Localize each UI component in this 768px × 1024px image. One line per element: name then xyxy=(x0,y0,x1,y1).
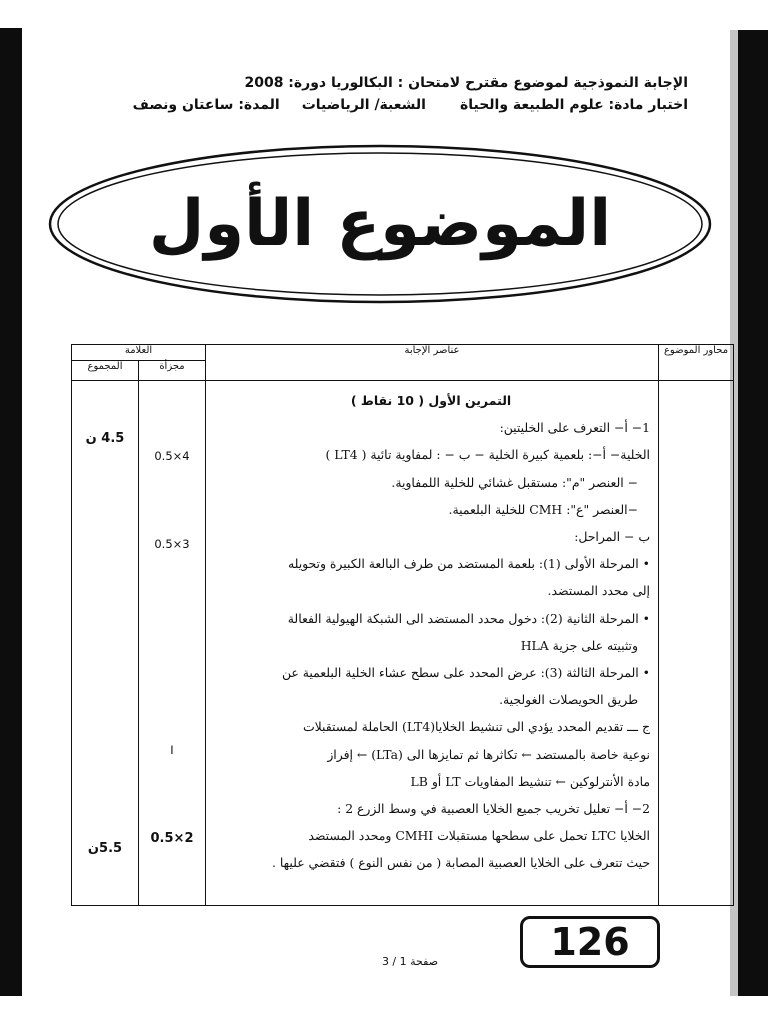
topic-title: الموضوع الأول xyxy=(148,187,612,261)
total-marks-cell xyxy=(72,381,139,906)
answer-line: • المرحلة الثانية (2): دخول محدد المستضد الى الشبكة الهيولية الفعالة xyxy=(287,610,650,626)
partial-mark: I xyxy=(170,743,174,757)
header-total: المجموع xyxy=(72,361,139,381)
partial-mark: 4×0.5 xyxy=(154,449,190,463)
answer-line: − العنصر "م": مستقبل غشائي للخلية اللمفاوية. xyxy=(391,474,638,490)
exam-header-line2 xyxy=(88,94,688,116)
answer-line: 2− أ− تعليل تخريب جميع الخلايا العصبية في وسط الزرع 2 : xyxy=(337,801,650,817)
answer-line: مادة الأنترلوكين ← تنشيط المفاويات LT أو LB xyxy=(410,773,650,789)
exam-header-line1: الإجابة النموذجية لموضوع مقترح لامتحان : البكالوريا دورة: 2008 xyxy=(244,75,688,91)
answer-line: الخلية− أ−: بلعمية كبيرة الخلية − ب − : لمفاوية تائية ( LT4 ) xyxy=(325,447,650,463)
answer-elements-cell xyxy=(206,381,659,906)
header-elements: عناصر الإجابة xyxy=(206,345,659,381)
partial-marks-cell xyxy=(139,381,206,906)
exam-header xyxy=(88,72,688,116)
title-banner xyxy=(45,142,715,306)
page-number-box: 126 xyxy=(520,916,660,968)
partial-mark: 2×0.5 xyxy=(150,831,194,846)
page-label: صفحة 1 / 3 xyxy=(381,955,439,968)
answer-line: ج ـــ تقديم المحدد يؤدي الى تنشيط الخلايا(LT4) الحاملة لمستقبلات xyxy=(302,719,650,735)
total-mark: 5.5ن xyxy=(87,841,123,856)
answer-line: • المرحلة الأولى (1): بلعمة المستضد من طرف البالعة الكبيرة وتحويله xyxy=(287,556,650,572)
answer-line: إلى محدد المستضد. xyxy=(547,583,650,599)
header-grade: العلامة xyxy=(72,345,206,361)
exam-duration: المدة: ساعتان ونصف xyxy=(132,97,280,113)
answer-line: طريق الحويصلات الغولجية. xyxy=(499,692,638,708)
exercise-title: التمرين الأول ( 10 نقاط ) xyxy=(350,393,512,408)
answer-table xyxy=(71,344,734,906)
answer-line: وتثبيته على جزية HLA xyxy=(520,637,638,653)
answer-line: الخلايا LTC تحمل على سطحها مستقبلات CMHI ومحدد المستضد xyxy=(308,828,650,844)
header-axes: محاور الموضوع xyxy=(659,345,734,381)
partial-mark: 3×0.5 xyxy=(154,537,190,551)
scan-edge-right xyxy=(738,30,768,996)
answer-line: نوعية خاصة بالمستضد ← تكاثرها ثم تمايزها الى (LTa) ← إفراز xyxy=(327,746,650,762)
answer-line: ب − المراحل: xyxy=(574,529,650,545)
exam-subject: اختبار مادة: علوم الطبيعة والحياة xyxy=(459,97,688,113)
scan-edge-left xyxy=(0,28,22,996)
answer-line: حيث تتعرف على الخلايا العصبية المصابة ( من نفس النوع ) فتقضي عليها . xyxy=(272,855,650,871)
axes-cell xyxy=(659,381,734,906)
exam-branch: الشعبة/ الرياضيات xyxy=(301,97,426,113)
answer-line: 1− أ− التعرف على الخليتين: xyxy=(499,420,650,436)
header-partial: مجزأة xyxy=(139,361,206,381)
answer-line: −العنصر "ع": CMH للخلية البلعمية. xyxy=(448,501,638,517)
total-mark: 4.5 ن xyxy=(85,431,125,446)
answer-line: • المرحلة الثالثة (3): عرض المحدد على سطح عشاء الخلية البلعمية عن xyxy=(281,665,650,681)
